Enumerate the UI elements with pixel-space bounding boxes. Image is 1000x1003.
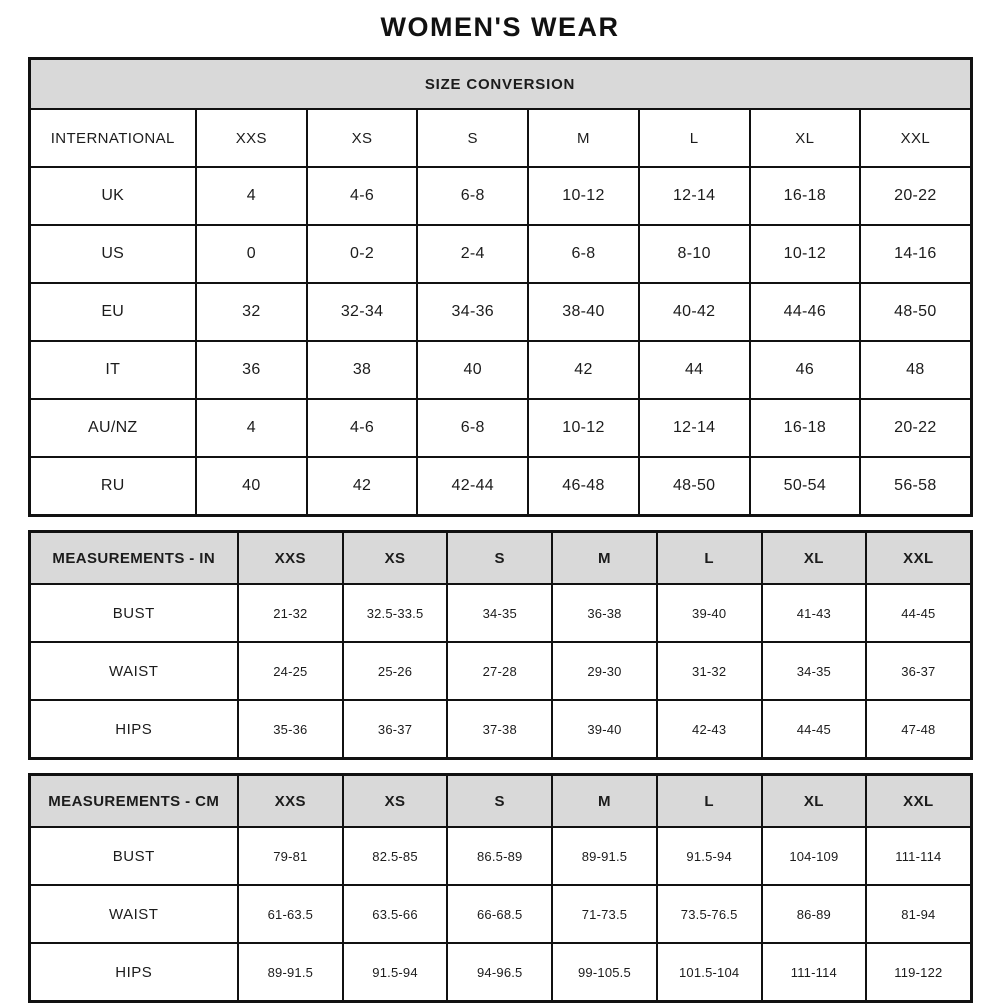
- size-conversion-value-cell: 32-34: [307, 283, 418, 341]
- size-conversion-value-cell: 10-12: [750, 225, 861, 283]
- measurements-in-value-cell: 37-38: [447, 700, 552, 759]
- measurements-in-value-cell: 31-32: [657, 642, 762, 700]
- measurements-in-column-header: L: [657, 532, 762, 585]
- measurements-cm-value-cell: 91.5-94: [343, 943, 448, 1002]
- size-conversion-value-cell: 40: [196, 457, 307, 516]
- size-conversion-value-cell: 56-58: [860, 457, 971, 516]
- size-conversion-value-cell: 40: [417, 341, 528, 399]
- measurements-in-column-header: M: [552, 532, 657, 585]
- size-conversion-row-ru: [29, 457, 971, 516]
- measurements-cm-value-cell: 63.5-66: [343, 885, 448, 943]
- measurements-in-value-cell: 36-37: [343, 700, 448, 759]
- page-title: WOMEN'S WEAR: [380, 12, 620, 42]
- size-conversion-value-cell: 48: [860, 341, 971, 399]
- measurements-in-row-hips: [29, 700, 971, 759]
- measurements-in-value-cell: 34-35: [762, 642, 867, 700]
- size-conversion-value-cell: 4-6: [307, 399, 418, 457]
- measurements-cm-column-header: XS: [343, 775, 448, 828]
- size-conversion-value-cell: 20-22: [860, 399, 971, 457]
- size-conversion-value-cell: 6-8: [528, 225, 639, 283]
- measurements-cm-column-header: L: [657, 775, 762, 828]
- size-conversion-value-cell: 4: [196, 167, 307, 225]
- size-conversion-value-cell: 40-42: [639, 283, 750, 341]
- measurements-in-column-header: XXS: [238, 532, 343, 585]
- size-conversion-column-header: XS: [307, 109, 418, 167]
- size-conversion-value-cell: 16-18: [750, 167, 861, 225]
- measurements-cm-row-hips: [29, 943, 971, 1002]
- measurements-in-row-label: HIPS: [29, 700, 238, 759]
- size-conversion-value-cell: 42: [307, 457, 418, 516]
- measurements-in-value-cell: 21-32: [238, 584, 343, 642]
- measurements-cm-row-label: WAIST: [29, 885, 238, 943]
- measurements-cm-value-cell: 73.5-76.5: [657, 885, 762, 943]
- measurements-in-value-cell: 44-45: [762, 700, 867, 759]
- size-chart-page: [28, 0, 973, 1003]
- measurements-cm-value-cell: 79-81: [238, 827, 343, 885]
- measurements-cm-value-cell: 111-114: [762, 943, 867, 1002]
- size-conversion-value-cell: 4: [196, 399, 307, 457]
- size-conversion-row-us: [29, 225, 971, 283]
- size-conversion-value-cell: 38: [307, 341, 418, 399]
- measurements-cm-row-waist: [29, 885, 971, 943]
- measurements-cm-value-cell: 119-122: [866, 943, 971, 1002]
- size-conversion-value-cell: 12-14: [639, 399, 750, 457]
- size-conversion-value-cell: 36: [196, 341, 307, 399]
- size-conversion-title: SIZE CONVERSION: [29, 59, 971, 110]
- size-conversion-column-header: INTERNATIONAL: [29, 109, 196, 167]
- measurements-cm-row-label: HIPS: [29, 943, 238, 1002]
- measurements-in-row-label: BUST: [29, 584, 238, 642]
- size-conversion-row-it: [29, 341, 971, 399]
- size-conversion-column-header: L: [639, 109, 750, 167]
- size-conversion-value-cell: 14-16: [860, 225, 971, 283]
- measurements-cm-value-cell: 82.5-85: [343, 827, 448, 885]
- size-conversion-column-header: M: [528, 109, 639, 167]
- size-conversion-row-label: AU/NZ: [29, 399, 196, 457]
- size-conversion-row-aunz: [29, 399, 971, 457]
- measurements-cm-column-header: S: [447, 775, 552, 828]
- measurements-in-value-cell: 25-26: [343, 642, 448, 700]
- size-conversion-value-cell: 48-50: [860, 283, 971, 341]
- size-conversion-value-cell: 16-18: [750, 399, 861, 457]
- measurements-in-column-header: S: [447, 532, 552, 585]
- size-conversion-row-label: UK: [29, 167, 196, 225]
- measurements-in-value-cell: 27-28: [447, 642, 552, 700]
- size-conversion-column-header-row: [29, 109, 971, 167]
- size-conversion-value-cell: 32: [196, 283, 307, 341]
- size-conversion-value-cell: 6-8: [417, 399, 528, 457]
- measurements-cm-row-label: BUST: [29, 827, 238, 885]
- measurements-cm-value-cell: 81-94: [866, 885, 971, 943]
- size-conversion-value-cell: 4-6: [307, 167, 418, 225]
- measurements-cm-header-row: [29, 775, 971, 828]
- size-conversion-value-cell: 44-46: [750, 283, 861, 341]
- measurements-cm-value-cell: 86.5-89: [447, 827, 552, 885]
- measurements-cm-column-header: XXS: [238, 775, 343, 828]
- size-conversion-value-cell: 10-12: [528, 167, 639, 225]
- measurements-in-column-header: XS: [343, 532, 448, 585]
- measurements-cm-column-header: M: [552, 775, 657, 828]
- size-conversion-value-cell: 46: [750, 341, 861, 399]
- measurements-cm-value-cell: 101.5-104: [657, 943, 762, 1002]
- size-conversion-value-cell: 0-2: [307, 225, 418, 283]
- measurements-in-value-cell: 39-40: [552, 700, 657, 759]
- size-conversion-banner-row: [29, 59, 971, 110]
- measurements-cm-column-header: XL: [762, 775, 867, 828]
- size-conversion-value-cell: 6-8: [417, 167, 528, 225]
- measurements-in-title: MEASUREMENTS - IN: [29, 532, 238, 585]
- size-conversion-row-eu: [29, 283, 971, 341]
- measurements-cm-value-cell: 61-63.5: [238, 885, 343, 943]
- measurements-in-column-header: XL: [762, 532, 867, 585]
- measurements-cm-value-cell: 66-68.5: [447, 885, 552, 943]
- size-conversion-row-label: RU: [29, 457, 196, 516]
- measurements-cm-value-cell: 111-114: [866, 827, 971, 885]
- size-conversion-value-cell: 8-10: [639, 225, 750, 283]
- measurements-cm-row-bust: [29, 827, 971, 885]
- size-conversion-table: [28, 57, 973, 517]
- size-conversion-value-cell: 12-14: [639, 167, 750, 225]
- measurements-cm-value-cell: 89-91.5: [552, 827, 657, 885]
- size-conversion-value-cell: 34-36: [417, 283, 528, 341]
- size-conversion-column-header: XL: [750, 109, 861, 167]
- measurements-in-value-cell: 32.5-33.5: [343, 584, 448, 642]
- measurements-cm-value-cell: 104-109: [762, 827, 867, 885]
- size-conversion-column-header: XXS: [196, 109, 307, 167]
- measurements-in-value-cell: 44-45: [866, 584, 971, 642]
- size-conversion-row-label: IT: [29, 341, 196, 399]
- size-conversion-value-cell: 42: [528, 341, 639, 399]
- measurements-in-header-row: [29, 532, 971, 585]
- measurements-cm-value-cell: 71-73.5: [552, 885, 657, 943]
- measurements-cm-table: [28, 773, 973, 1003]
- size-conversion-column-header: S: [417, 109, 528, 167]
- measurements-in-row-bust: [29, 584, 971, 642]
- size-conversion-value-cell: 42-44: [417, 457, 528, 516]
- size-conversion-row-label: EU: [29, 283, 196, 341]
- size-conversion-value-cell: 48-50: [639, 457, 750, 516]
- measurements-in-value-cell: 36-38: [552, 584, 657, 642]
- measurements-in-value-cell: 24-25: [238, 642, 343, 700]
- size-conversion-value-cell: 38-40: [528, 283, 639, 341]
- measurements-cm-title: MEASUREMENTS - CM: [29, 775, 238, 828]
- size-conversion-value-cell: 10-12: [528, 399, 639, 457]
- size-conversion-value-cell: 50-54: [750, 457, 861, 516]
- measurements-in-column-header: XXL: [866, 532, 971, 585]
- size-conversion-value-cell: 44: [639, 341, 750, 399]
- measurements-cm-value-cell: 86-89: [762, 885, 867, 943]
- size-conversion-row-uk: [29, 167, 971, 225]
- measurements-cm-value-cell: 91.5-94: [657, 827, 762, 885]
- size-conversion-value-cell: 46-48: [528, 457, 639, 516]
- size-conversion-value-cell: 0: [196, 225, 307, 283]
- measurements-in-value-cell: 29-30: [552, 642, 657, 700]
- measurements-in-value-cell: 35-36: [238, 700, 343, 759]
- measurements-cm-value-cell: 89-91.5: [238, 943, 343, 1002]
- measurements-in-value-cell: 42-43: [657, 700, 762, 759]
- measurements-in-value-cell: 41-43: [762, 584, 867, 642]
- measurements-in-row-waist: [29, 642, 971, 700]
- size-conversion-column-header: XXL: [860, 109, 971, 167]
- measurements-cm-value-cell: 94-96.5: [447, 943, 552, 1002]
- measurements-in-row-label: WAIST: [29, 642, 238, 700]
- size-conversion-value-cell: 2-4: [417, 225, 528, 283]
- measurements-in-value-cell: 36-37: [866, 642, 971, 700]
- size-conversion-value-cell: 20-22: [860, 167, 971, 225]
- measurements-in-table: [28, 530, 973, 760]
- measurements-cm-value-cell: 99-105.5: [552, 943, 657, 1002]
- measurements-in-value-cell: 39-40: [657, 584, 762, 642]
- measurements-in-value-cell: 47-48: [866, 700, 971, 759]
- size-conversion-row-label: US: [29, 225, 196, 283]
- measurements-cm-column-header: XXL: [866, 775, 971, 828]
- measurements-in-value-cell: 34-35: [447, 584, 552, 642]
